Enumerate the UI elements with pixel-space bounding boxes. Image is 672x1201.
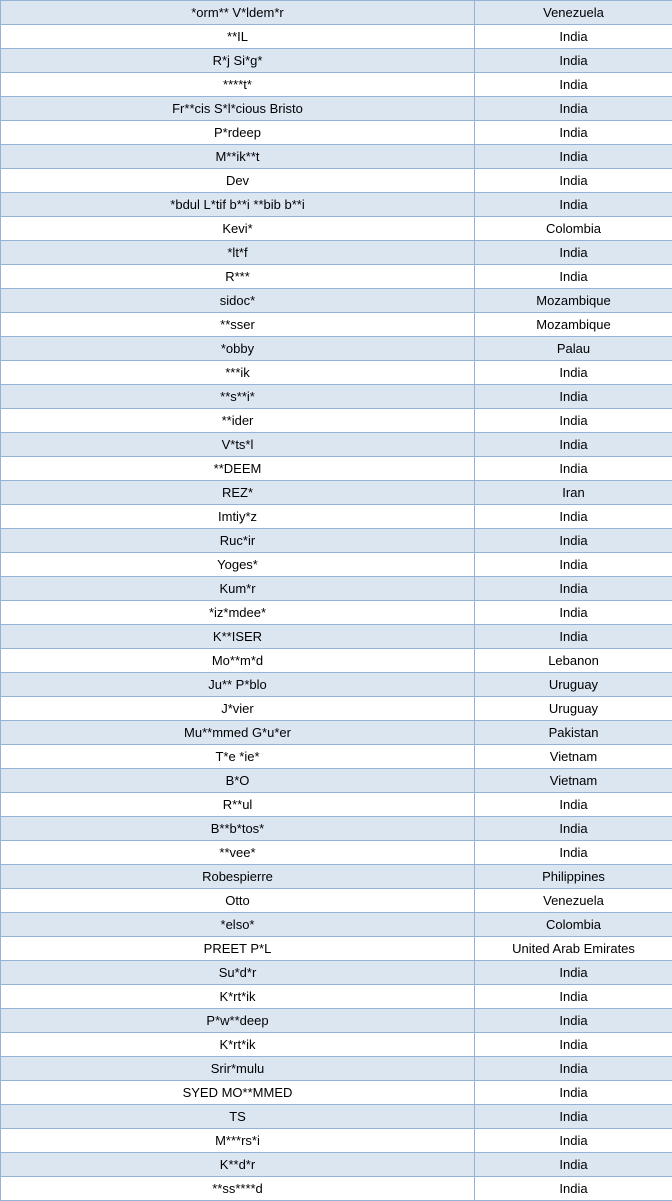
name-cell: *elso* bbox=[1, 913, 475, 937]
name-cell: Mo**m*d bbox=[1, 649, 475, 673]
country-cell: India bbox=[475, 1057, 672, 1081]
table-row bbox=[1, 73, 672, 97]
country-cell: India bbox=[475, 361, 672, 385]
name-cell: Su*d*r bbox=[1, 961, 475, 985]
country-cell: India bbox=[475, 529, 672, 553]
country-cell: Mozambique bbox=[475, 289, 672, 313]
table-row bbox=[1, 553, 672, 577]
name-cell: Ruc*ir bbox=[1, 529, 475, 553]
name-cell: V*ts*l bbox=[1, 433, 475, 457]
name-cell: **sser bbox=[1, 313, 475, 337]
table-row bbox=[1, 1129, 672, 1153]
table-row bbox=[1, 145, 672, 169]
country-cell: Venezuela bbox=[475, 889, 672, 913]
name-cell: Fr**cis S*l*cious Bristo bbox=[1, 97, 475, 121]
table-row bbox=[1, 169, 672, 193]
country-cell: India bbox=[475, 145, 672, 169]
name-cell: P*rdeep bbox=[1, 121, 475, 145]
country-cell: India bbox=[475, 265, 672, 289]
table-row bbox=[1, 289, 672, 313]
name-cell: **ider bbox=[1, 409, 475, 433]
name-cell: R*j Si*g* bbox=[1, 49, 475, 73]
table-row bbox=[1, 1105, 672, 1129]
name-cell: Otto bbox=[1, 889, 475, 913]
country-cell: India bbox=[475, 985, 672, 1009]
name-cell: **s**i* bbox=[1, 385, 475, 409]
country-cell: India bbox=[475, 577, 672, 601]
name-cell: PREET P*L bbox=[1, 937, 475, 961]
table-row bbox=[1, 241, 672, 265]
country-cell: India bbox=[475, 409, 672, 433]
country-cell: India bbox=[475, 1129, 672, 1153]
country-cell: India bbox=[475, 1177, 672, 1201]
table-row bbox=[1, 25, 672, 49]
table-row bbox=[1, 577, 672, 601]
table-row bbox=[1, 1057, 672, 1081]
table-row bbox=[1, 745, 672, 769]
table-row bbox=[1, 769, 672, 793]
name-cell: REZ* bbox=[1, 481, 475, 505]
country-cell: India bbox=[475, 625, 672, 649]
name-cell: Kum*r bbox=[1, 577, 475, 601]
country-cell: India bbox=[475, 553, 672, 577]
country-cell: Pakistan bbox=[475, 721, 672, 745]
name-cell: M**ik**t bbox=[1, 145, 475, 169]
table-row bbox=[1, 721, 672, 745]
name-cell: R**ul bbox=[1, 793, 475, 817]
country-cell: India bbox=[475, 817, 672, 841]
name-cell: *bdul L*tif b**i **bib b**i bbox=[1, 193, 475, 217]
name-cell: **ss****d bbox=[1, 1177, 475, 1201]
name-cell: Dev bbox=[1, 169, 475, 193]
name-cell: *lt*f bbox=[1, 241, 475, 265]
country-cell: Colombia bbox=[475, 217, 672, 241]
name-cell: ****t* bbox=[1, 73, 475, 97]
country-cell: India bbox=[475, 73, 672, 97]
table-row bbox=[1, 649, 672, 673]
country-cell: Mozambique bbox=[475, 313, 672, 337]
country-cell: India bbox=[475, 385, 672, 409]
table-row bbox=[1, 361, 672, 385]
country-cell: Palau bbox=[475, 337, 672, 361]
name-cell: *iz*mdee* bbox=[1, 601, 475, 625]
table-body bbox=[1, 1, 672, 1201]
name-cell: T*e *ie* bbox=[1, 745, 475, 769]
country-cell: Venezuela bbox=[475, 1, 672, 25]
country-cell: India bbox=[475, 793, 672, 817]
table-row bbox=[1, 865, 672, 889]
name-cell: *obby bbox=[1, 337, 475, 361]
name-cell: R*** bbox=[1, 265, 475, 289]
country-cell: India bbox=[475, 241, 672, 265]
name-cell: Robespierre bbox=[1, 865, 475, 889]
country-cell: India bbox=[475, 1033, 672, 1057]
country-cell: India bbox=[475, 1153, 672, 1177]
table-row bbox=[1, 97, 672, 121]
name-cell: sidoc* bbox=[1, 289, 475, 313]
table-row bbox=[1, 817, 672, 841]
name-cell: K*rt*ik bbox=[1, 1033, 475, 1057]
table-row bbox=[1, 193, 672, 217]
name-cell: B**b*tos* bbox=[1, 817, 475, 841]
table-row bbox=[1, 841, 672, 865]
country-cell: India bbox=[475, 169, 672, 193]
table-row bbox=[1, 601, 672, 625]
name-cell: SYED MO**MMED bbox=[1, 1081, 475, 1105]
country-cell: India bbox=[475, 1105, 672, 1129]
country-cell: India bbox=[475, 49, 672, 73]
table-row bbox=[1, 793, 672, 817]
name-cell: **IL bbox=[1, 25, 475, 49]
country-cell: India bbox=[475, 961, 672, 985]
name-cell: **vee* bbox=[1, 841, 475, 865]
country-cell: India bbox=[475, 601, 672, 625]
table-row bbox=[1, 529, 672, 553]
table-row bbox=[1, 937, 672, 961]
table-row bbox=[1, 313, 672, 337]
name-cell: Mu**mmed G*u*er bbox=[1, 721, 475, 745]
table-row bbox=[1, 697, 672, 721]
name-cell: J*vier bbox=[1, 697, 475, 721]
table-row bbox=[1, 337, 672, 361]
table-row bbox=[1, 121, 672, 145]
table-row bbox=[1, 385, 672, 409]
name-cell: M***rs*i bbox=[1, 1129, 475, 1153]
country-cell: India bbox=[475, 121, 672, 145]
table-row bbox=[1, 481, 672, 505]
country-cell: Vietnam bbox=[475, 745, 672, 769]
table-row bbox=[1, 505, 672, 529]
table-row bbox=[1, 265, 672, 289]
country-cell: Colombia bbox=[475, 913, 672, 937]
name-cell: Kevi* bbox=[1, 217, 475, 241]
name-cell: Yoges* bbox=[1, 553, 475, 577]
country-cell: Iran bbox=[475, 481, 672, 505]
country-cell: India bbox=[475, 841, 672, 865]
country-cell: India bbox=[475, 193, 672, 217]
table-row bbox=[1, 985, 672, 1009]
name-cell: **DEEM bbox=[1, 457, 475, 481]
table-row bbox=[1, 1081, 672, 1105]
name-cell: TS bbox=[1, 1105, 475, 1129]
table-row bbox=[1, 625, 672, 649]
country-cell: India bbox=[475, 1009, 672, 1033]
country-cell: India bbox=[475, 433, 672, 457]
table-row bbox=[1, 961, 672, 985]
country-cell: India bbox=[475, 505, 672, 529]
table-row bbox=[1, 1, 672, 25]
name-cell: Srir*mulu bbox=[1, 1057, 475, 1081]
name-cell: K**d*r bbox=[1, 1153, 475, 1177]
table-row bbox=[1, 913, 672, 937]
table-row bbox=[1, 49, 672, 73]
name-cell: ***ik bbox=[1, 361, 475, 385]
name-cell: Imtiy*z bbox=[1, 505, 475, 529]
table-row bbox=[1, 1177, 672, 1201]
name-cell: *orm** V*ldem*r bbox=[1, 1, 475, 25]
table-row bbox=[1, 217, 672, 241]
country-cell: India bbox=[475, 1081, 672, 1105]
table-row bbox=[1, 889, 672, 913]
table-row bbox=[1, 433, 672, 457]
name-cell: K*rt*ik bbox=[1, 985, 475, 1009]
table-row bbox=[1, 409, 672, 433]
table-row bbox=[1, 1033, 672, 1057]
country-cell: India bbox=[475, 25, 672, 49]
country-cell: Uruguay bbox=[475, 673, 672, 697]
country-cell: India bbox=[475, 97, 672, 121]
country-cell: Vietnam bbox=[475, 769, 672, 793]
country-cell: Philippines bbox=[475, 865, 672, 889]
name-cell: P*w**deep bbox=[1, 1009, 475, 1033]
country-cell: Lebanon bbox=[475, 649, 672, 673]
table-row bbox=[1, 673, 672, 697]
name-cell: K**ISER bbox=[1, 625, 475, 649]
country-cell: India bbox=[475, 457, 672, 481]
country-cell: United Arab Emirates bbox=[475, 937, 672, 961]
country-cell: Uruguay bbox=[475, 697, 672, 721]
name-cell: Ju** P*blo bbox=[1, 673, 475, 697]
name-cell: B*O bbox=[1, 769, 475, 793]
table-row bbox=[1, 457, 672, 481]
table-row bbox=[1, 1009, 672, 1033]
table-row bbox=[1, 1153, 672, 1177]
